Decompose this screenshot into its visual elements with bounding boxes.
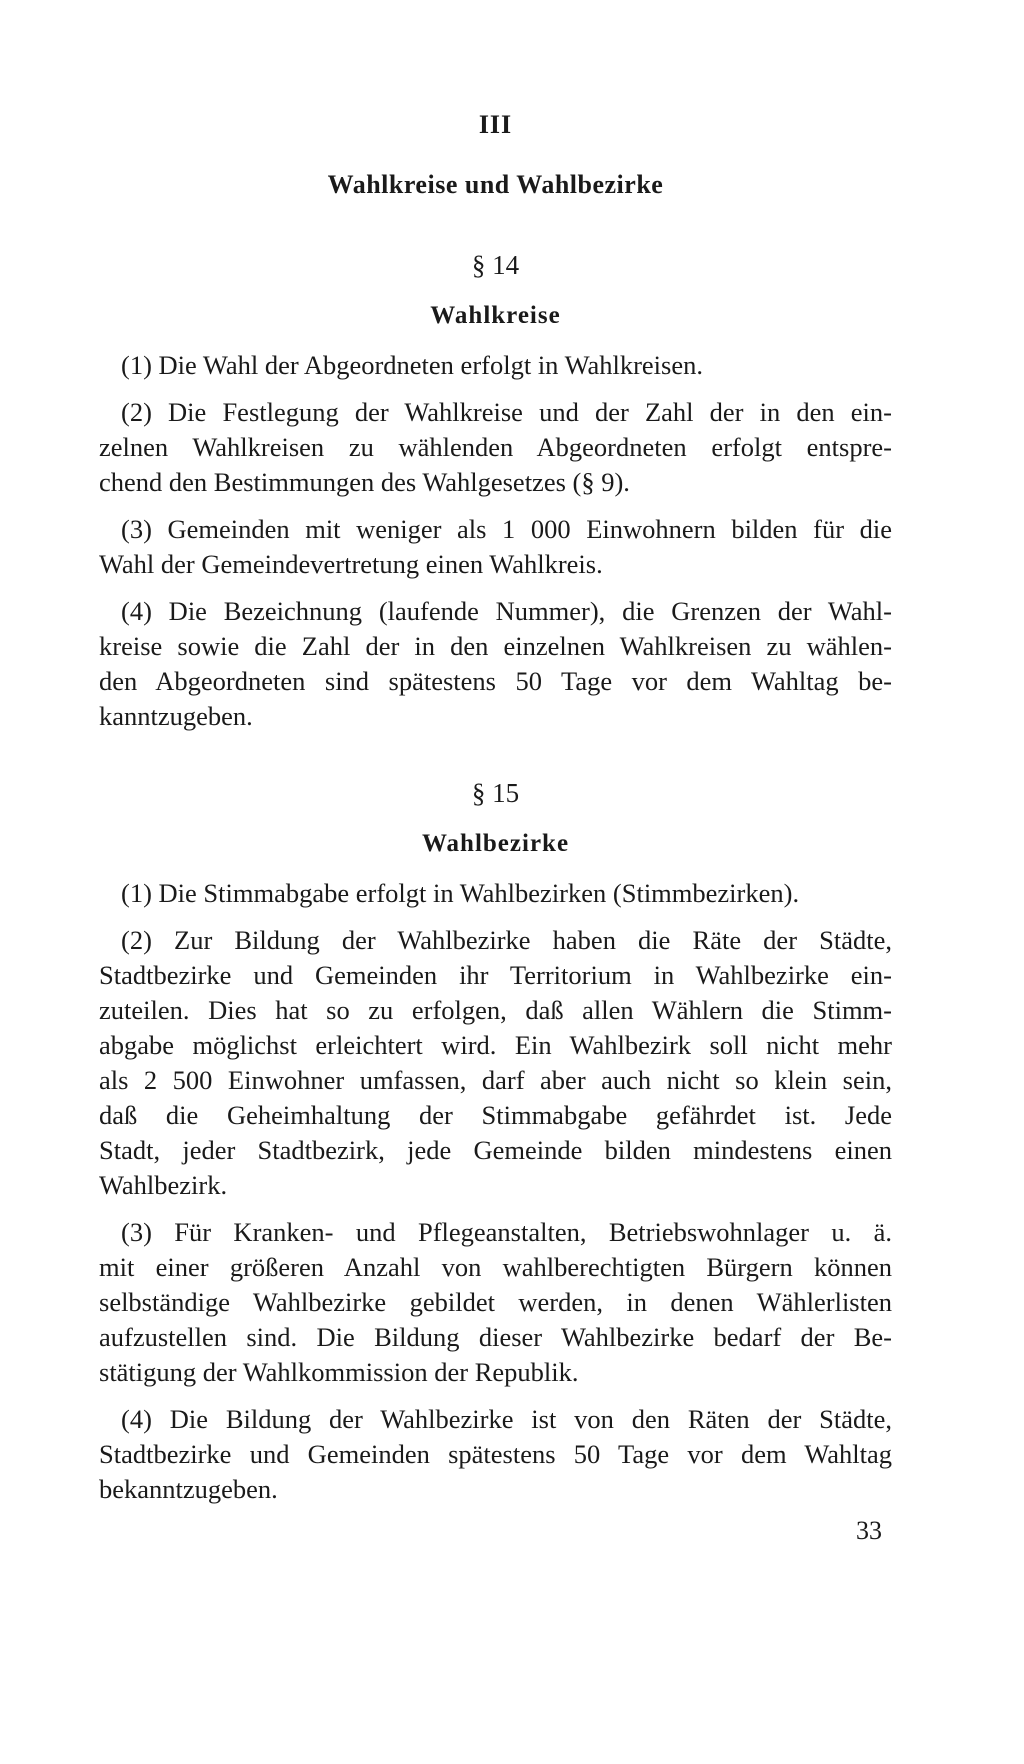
page-number: 33 (856, 1516, 882, 1545)
section-spacer (99, 746, 892, 780)
paragraph-line: Wahl der Gemeindevertretung einen Wahlkreis. (99, 549, 603, 579)
section-number: § 15 (471, 778, 520, 808)
section-15 (99, 780, 892, 1507)
section-title: Wahlbezirke (421, 830, 570, 857)
paragraph-line: daß die Geheimhaltung der Stimmabgabe gefährdet ist. Jede (99, 1100, 892, 1130)
part-number: III (478, 110, 513, 139)
paragraph-line: zelnen Wahlkreisen zu wählenden Abgeordneten erfolgt entspre- (99, 432, 892, 462)
paragraph-15-2 (99, 923, 892, 1203)
paragraph-line: Stadt, jeder Stadtbezirk, jede Gemeinde bilden mindestens einen (99, 1135, 892, 1165)
paragraph-line: (4) Die Bildung der Wahlbezirke ist von den Räten der Städte, (121, 1404, 892, 1434)
paragraph-line: (3) Gemeinden mit weniger als 1 000 Einwohnern bilden für die (121, 514, 892, 544)
paragraph-line: (3) Für Kranken- und Pflegeanstalten, Betriebswohnlager u. ä. (121, 1217, 892, 1247)
paragraph-14-4 (99, 594, 892, 734)
paragraph-line: kanntzugeben. (99, 701, 253, 731)
paragraph-line: (1) Die Wahl der Abgeordneten erfolgt in Wahlkreisen. (121, 350, 703, 380)
paragraph-line: stätigung der Wahlkommission der Republik. (99, 1357, 579, 1387)
paragraph-line: (4) Die Bezeichnung (laufende Nummer), die Grenzen der Wahl- (121, 596, 892, 626)
paragraph-line: selbständige Wahlbezirke gebildet werden, in denen Wählerlisten (99, 1287, 892, 1317)
paragraph-line: zuteilen. Dies hat so zu erfolgen, daß allen Wählern die Stimm- (99, 995, 892, 1025)
paragraph-15-3 (99, 1215, 892, 1390)
paragraph-line: (2) Zur Bildung der Wahlbezirke haben die Räte der Städte, (121, 925, 892, 955)
paragraph-14-2 (99, 395, 892, 500)
paragraph-line: (2) Die Festlegung der Wahlkreise und der Zahl der in den ein- (121, 397, 892, 427)
section-14 (99, 252, 892, 734)
document-page (99, 112, 892, 1519)
section-title: Wahlkreise (430, 302, 561, 329)
paragraph-line: Stadtbezirke und Gemeinden spätestens 50 Tage vor dem Wahltag (99, 1439, 892, 1469)
paragraph-line: chend den Bestimmungen des Wahlgesetzes (§ 9). (99, 467, 630, 497)
part-title: Wahlkreise und Wahlbezirke (327, 170, 664, 199)
paragraph-line: Wahlbezirk. (99, 1170, 228, 1200)
paragraph-line: bekanntzugeben. (99, 1474, 278, 1504)
paragraph-line: abgabe möglichst erleichtert wird. Ein Wahlbezirk soll nicht mehr (99, 1030, 892, 1060)
paragraph-15-4 (99, 1402, 892, 1507)
paragraph-14-1 (99, 348, 892, 383)
paragraph-line: den Abgeordneten sind spätestens 50 Tage vor dem Wahltag be- (99, 666, 892, 696)
paragraph-14-3 (99, 512, 892, 582)
paragraph-line: kreise sowie die Zahl der in den einzelnen Wahlkreisen zu wählen- (99, 631, 892, 661)
paragraph-line: als 2 500 Einwohner umfassen, darf aber auch nicht so klein sein, (99, 1065, 892, 1095)
paragraph-line: (1) Die Stimmabgabe erfolgt in Wahlbezirken (Stimmbezirken). (121, 878, 800, 908)
paragraph-line: mit einer größeren Anzahl von wahlberechtigten Bürgern können (99, 1252, 892, 1282)
paragraph-line: Stadtbezirke und Gemeinden ihr Territorium in Wahlbezirke ein- (99, 960, 892, 990)
paragraph-line: aufzustellen sind. Die Bildung dieser Wahlbezirke bedarf der Be- (99, 1322, 892, 1352)
section-number: § 14 (471, 250, 520, 280)
paragraph-15-1 (99, 876, 892, 911)
